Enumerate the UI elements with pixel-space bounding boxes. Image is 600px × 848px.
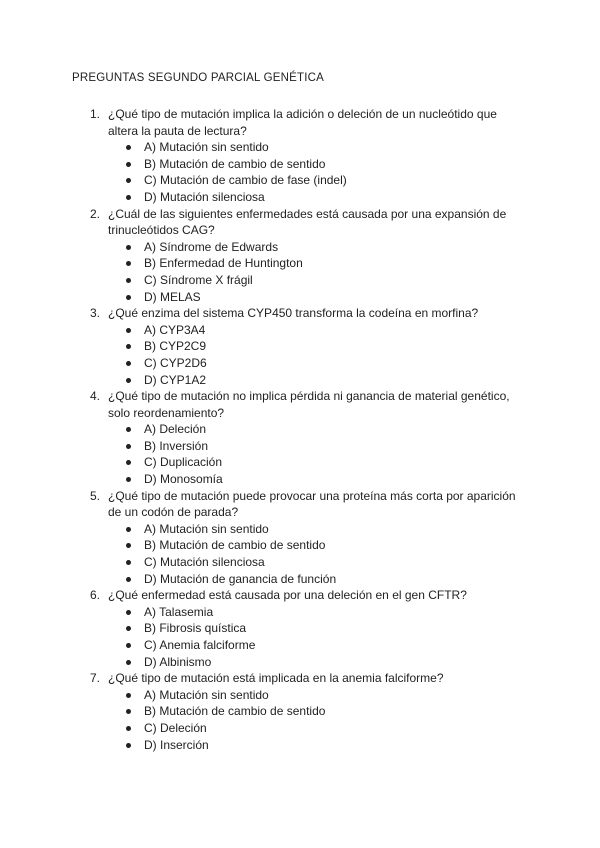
option-item	[144, 454, 530, 471]
question-item	[72, 670, 530, 753]
option-item	[144, 571, 530, 588]
option-item	[144, 720, 530, 737]
option-item	[144, 289, 530, 306]
bullet-icon	[126, 361, 131, 366]
bullet-icon	[126, 145, 131, 150]
option-item	[144, 156, 530, 173]
option-text: C) Anemia falciforme	[144, 638, 256, 652]
option-item	[144, 172, 530, 189]
bullet-icon	[126, 460, 131, 465]
option-item	[144, 272, 530, 289]
option-text: C) Síndrome X frágil	[144, 272, 253, 287]
option-item	[144, 737, 530, 754]
question-item	[72, 587, 530, 670]
option-text: A) Talasemia	[144, 604, 214, 619]
bullet-icon	[126, 693, 131, 698]
option-text: D) Inserción	[144, 737, 209, 752]
question-number: 3.	[90, 306, 101, 321]
question-text: ¿Qué tipo de mutación puede provocar una proteína más corta por aparición de un codón de parada?	[108, 488, 516, 520]
option-text: D) Monosomía	[144, 472, 223, 487]
option-item	[144, 620, 530, 637]
option-item	[144, 687, 530, 704]
option-item	[144, 338, 530, 355]
option-list	[108, 139, 530, 205]
bullet-icon	[126, 344, 131, 349]
option-item	[144, 537, 530, 554]
bullet-icon	[126, 178, 131, 183]
option-item	[144, 654, 530, 671]
bullet-icon	[126, 427, 131, 432]
option-item	[144, 355, 530, 372]
bullet-icon	[126, 577, 131, 582]
option-text: A) Mutación sin sentido	[144, 140, 269, 155]
option-text: C) CYP2D6	[144, 355, 207, 370]
bullet-icon	[126, 743, 131, 748]
option-list	[108, 604, 530, 670]
bullet-icon	[126, 378, 131, 383]
option-text: D) CYP1A2	[144, 372, 207, 387]
option-text: D) Mutación de ganancia de función	[144, 571, 337, 586]
option-text: A) Deleción	[144, 422, 207, 437]
option-text: C) Duplicación	[144, 455, 223, 470]
option-item	[144, 703, 530, 720]
bullet-icon	[126, 444, 131, 449]
bullet-icon	[126, 643, 131, 648]
question-item	[72, 388, 530, 488]
option-text: A) Mutación sin sentido	[144, 687, 269, 702]
option-item	[144, 637, 530, 654]
option-text: A) Mutación sin sentido	[144, 521, 269, 536]
bullet-icon	[126, 626, 131, 631]
option-text: B) Inversión	[144, 438, 209, 453]
bullet-icon	[126, 278, 131, 283]
bullet-icon	[126, 295, 131, 300]
question-text: ¿Qué enfermedad está causada por una deleción en el gen CFTR?	[108, 588, 467, 603]
question-number: 6.	[90, 588, 101, 603]
question-number: 4.	[90, 389, 101, 404]
question-list	[72, 106, 530, 753]
option-item	[144, 239, 530, 256]
option-item	[144, 372, 530, 389]
question-text: ¿Qué tipo de mutación implica la adición o deleción de un nucleótido que altera la pauta de lectura?	[108, 107, 497, 138]
bullet-icon	[126, 709, 131, 714]
bullet-icon	[126, 261, 131, 266]
option-item	[144, 471, 530, 488]
bullet-icon	[126, 610, 131, 615]
option-item	[144, 421, 530, 438]
bullet-icon	[126, 477, 131, 482]
option-text: C) Mutación de cambio de fase (indel)	[144, 173, 347, 188]
option-text: B) Enfermedad de Huntington	[144, 256, 303, 271]
option-text: A) CYP3A4	[144, 322, 206, 337]
option-text: B) Fibrosis quística	[144, 621, 247, 636]
option-text: B) Mutación de cambio de sentido	[144, 538, 326, 553]
question-text: ¿Qué tipo de mutación está implicada en la anemia falciforme?	[108, 671, 444, 686]
option-item	[144, 189, 530, 206]
option-text: C) Deleción	[144, 720, 207, 735]
question-text: ¿Qué tipo de mutación no implica pérdida ni ganancia de material genético, solo reordenamiento?	[108, 389, 510, 420]
option-text: A) Síndrome de Edwards	[144, 239, 279, 254]
option-list	[108, 421, 530, 487]
question-number: 7.	[90, 671, 101, 686]
option-text: D) Mutación silenciosa	[144, 189, 265, 204]
option-item	[144, 139, 530, 156]
option-text: C) Mutación silenciosa	[144, 555, 265, 570]
bullet-icon	[126, 527, 131, 532]
question-item	[72, 106, 530, 206]
bullet-icon	[126, 195, 131, 200]
option-item	[144, 521, 530, 538]
option-item	[144, 554, 530, 571]
option-text: B) Mutación de cambio de sentido	[144, 704, 326, 719]
option-list	[108, 521, 530, 587]
question-item	[72, 206, 530, 306]
bullet-icon	[126, 660, 131, 665]
question-number: 2.	[90, 206, 101, 221]
option-item	[144, 322, 530, 339]
question-number: 1.	[90, 107, 101, 121]
bullet-icon	[126, 328, 131, 333]
option-list	[108, 687, 530, 753]
question-text: ¿Cuál de las siguientes enfermedades está causada por una expansión de trinucleótidos CAG?	[108, 206, 507, 238]
bullet-icon	[126, 162, 131, 167]
option-text: B) Mutación de cambio de sentido	[144, 156, 326, 171]
option-item	[144, 438, 530, 455]
option-text: D) Albinismo	[144, 654, 212, 669]
question-number: 5.	[90, 488, 101, 503]
option-list	[108, 322, 530, 388]
question-item	[72, 305, 530, 388]
bullet-icon	[126, 726, 131, 731]
option-text: D) MELAS	[144, 289, 201, 304]
option-list	[108, 239, 530, 305]
question-text: ¿Qué enzima del sistema CYP450 transforma la codeína en morfina?	[108, 306, 479, 321]
question-item	[72, 488, 530, 588]
option-text: B) CYP2C9	[144, 339, 207, 354]
option-item	[144, 255, 530, 272]
bullet-icon	[126, 245, 131, 250]
bullet-icon	[126, 560, 131, 565]
bullet-icon	[126, 543, 131, 548]
page-title: PREGUNTAS SEGUNDO PARCIAL GENÉTICA	[72, 72, 324, 84]
option-item	[144, 604, 530, 621]
